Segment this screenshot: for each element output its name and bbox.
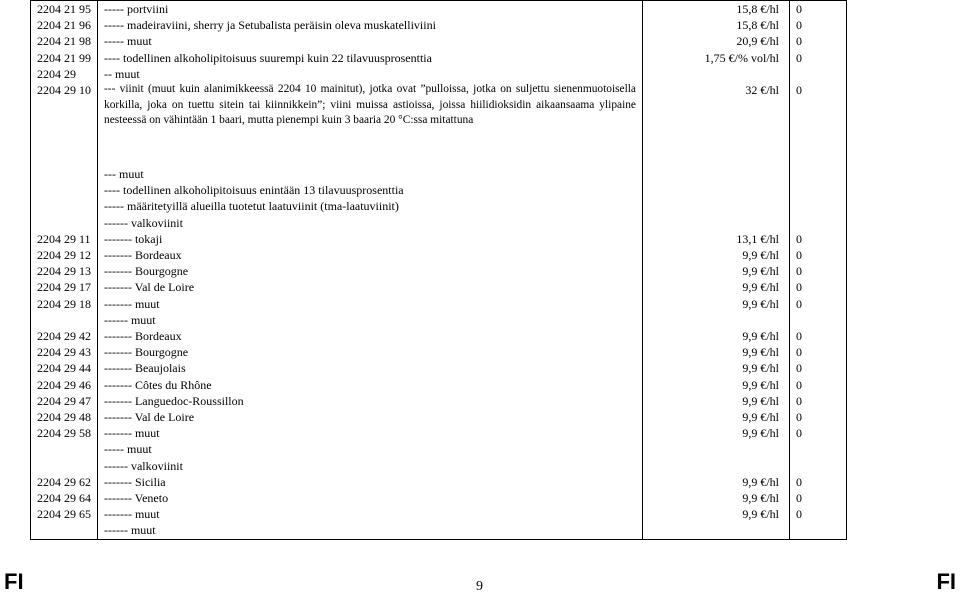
zero-rate-cell	[790, 522, 847, 539]
description-cell: ------- muut	[98, 296, 643, 312]
description-cell: ----- portviini	[98, 1, 643, 18]
table-row	[31, 166, 847, 182]
table-row	[31, 409, 847, 425]
table-row	[31, 263, 847, 279]
code-cell	[31, 182, 98, 198]
duty-rate-cell: 1,75 €/% vol/hl	[643, 50, 790, 66]
table-row	[31, 506, 847, 522]
table-row	[31, 441, 847, 457]
table-row	[31, 328, 847, 344]
page-number: 9	[476, 579, 483, 594]
zero-rate-cell	[790, 458, 847, 474]
duty-rate-cell: 9,9 €/hl	[643, 506, 790, 522]
code-cell: 2204 21 99	[31, 50, 98, 66]
description-cell: ----- muut	[98, 441, 643, 457]
zero-rate-cell: 0	[790, 279, 847, 295]
table-row	[31, 82, 847, 152]
duty-rate-cell: 9,9 €/hl	[643, 344, 790, 360]
description-cell: ------- Sicilia	[98, 474, 643, 490]
table-row	[31, 377, 847, 393]
table-row	[31, 182, 847, 198]
description-cell: ------- Val de Loire	[98, 409, 643, 425]
table-row	[31, 66, 847, 82]
zero-rate-cell: 0	[790, 360, 847, 376]
code-cell: 2204 29 48	[31, 409, 98, 425]
duty-rate-cell	[643, 458, 790, 474]
table-row	[31, 458, 847, 474]
duty-rate-cell	[643, 66, 790, 82]
description-cell: ---- todellinen alkoholipitoisuus suurempi kuin 22 tilavuusprosenttia	[98, 50, 643, 66]
code-cell: 2204 29 10	[31, 82, 98, 152]
description-cell: ------- Val de Loire	[98, 279, 643, 295]
code-cell	[31, 215, 98, 231]
description-cell: ------- muut	[98, 425, 643, 441]
description-cell: ------- Bourgogne	[98, 263, 643, 279]
code-cell: 2204 29 58	[31, 425, 98, 441]
duty-rate-cell	[643, 215, 790, 231]
zero-rate-cell	[790, 215, 847, 231]
code-cell: 2204 29 46	[31, 377, 98, 393]
duty-rate-cell: 9,9 €/hl	[643, 360, 790, 376]
code-cell: 2204 29 47	[31, 393, 98, 409]
zero-rate-cell: 0	[790, 263, 847, 279]
duty-rate-cell	[643, 522, 790, 539]
code-cell	[31, 441, 98, 457]
table-row	[31, 474, 847, 490]
duty-rate-cell: 13,1 €/hl	[643, 231, 790, 247]
description-cell: ------ valkoviinit	[98, 458, 643, 474]
code-cell	[31, 312, 98, 328]
duty-rate-cell: 9,9 €/hl	[643, 377, 790, 393]
description-cell: --- viinit (muut kuin alanimikkeessä 2204 10 mainitut), jotka ovat ”pulloissa, jotka on suljettu sienenmuotoisella korkilla, joka on tuettu sitein tai kiinnikkein”; viini muissa astioissa, joissa hiilidioksidin aikaansaama ylipaine nesteessä on vähintään 1 baari, mutta pienempi kuin 3 baaria 20 °C:ssa mitattuna	[98, 82, 643, 152]
tariff-table	[30, 0, 847, 540]
duty-rate-cell: 9,9 €/hl	[643, 263, 790, 279]
duty-rate-cell: 9,9 €/hl	[643, 409, 790, 425]
table-row	[31, 490, 847, 506]
spacer-cell	[643, 152, 790, 166]
description-cell: ------- Beaujolais	[98, 360, 643, 376]
table-row	[31, 279, 847, 295]
duty-rate-cell: 9,9 €/hl	[643, 296, 790, 312]
table-row	[31, 50, 847, 66]
zero-rate-cell: 0	[790, 328, 847, 344]
table-row	[31, 522, 847, 539]
code-cell: 2204 29 44	[31, 360, 98, 376]
code-cell: 2204 21 98	[31, 33, 98, 49]
zero-rate-cell: 0	[790, 1, 847, 18]
code-cell: 2204 29	[31, 66, 98, 82]
code-cell: 2204 29 13	[31, 263, 98, 279]
duty-rate-cell	[643, 312, 790, 328]
table-row	[31, 296, 847, 312]
description-cell: ------- Bordeaux	[98, 247, 643, 263]
code-cell: 2204 29 17	[31, 279, 98, 295]
zero-rate-cell	[790, 182, 847, 198]
zero-rate-cell: 0	[790, 82, 847, 152]
footer-language-left: FI	[4, 569, 24, 594]
duty-rate-cell: 9,9 €/hl	[643, 425, 790, 441]
description-cell: ------ muut	[98, 522, 643, 539]
description-cell: ------- muut	[98, 506, 643, 522]
zero-rate-cell: 0	[790, 506, 847, 522]
description-cell: ------- tokaji	[98, 231, 643, 247]
code-cell: 2204 29 65	[31, 506, 98, 522]
description-cell: ------- Veneto	[98, 490, 643, 506]
footer-language-right: FI	[936, 569, 956, 594]
zero-rate-cell	[790, 441, 847, 457]
duty-rate-cell	[643, 182, 790, 198]
duty-rate-cell: 15,8 €/hl	[643, 17, 790, 33]
description-cell: ------ valkoviinit	[98, 215, 643, 231]
code-cell	[31, 198, 98, 214]
zero-rate-cell: 0	[790, 393, 847, 409]
table-row	[31, 312, 847, 328]
zero-rate-cell: 0	[790, 490, 847, 506]
code-cell: 2204 29 64	[31, 490, 98, 506]
description-cell: ---- todellinen alkoholipitoisuus enintään 13 tilavuusprosenttia	[98, 182, 643, 198]
description-cell: ----- määritetyillä alueilla tuotetut laatuviinit (tma-laatuviinit)	[98, 198, 643, 214]
code-cell	[31, 458, 98, 474]
zero-rate-cell: 0	[790, 344, 847, 360]
code-cell: 2204 21 95	[31, 1, 98, 18]
code-cell	[31, 166, 98, 182]
zero-rate-cell: 0	[790, 425, 847, 441]
zero-rate-cell: 0	[790, 231, 847, 247]
zero-rate-cell	[790, 66, 847, 82]
zero-rate-cell: 0	[790, 17, 847, 33]
description-cell: ------ muut	[98, 312, 643, 328]
zero-rate-cell: 0	[790, 474, 847, 490]
spacer-cell	[31, 152, 98, 166]
spacer-row	[31, 152, 847, 166]
description-cell: --- muut	[98, 166, 643, 182]
table-row	[31, 1, 847, 18]
duty-rate-cell	[643, 198, 790, 214]
code-cell	[31, 522, 98, 539]
duty-rate-cell: 9,9 €/hl	[643, 247, 790, 263]
zero-rate-cell: 0	[790, 33, 847, 49]
table-row	[31, 215, 847, 231]
table-row	[31, 360, 847, 376]
duty-rate-cell	[643, 441, 790, 457]
zero-rate-cell: 0	[790, 296, 847, 312]
code-cell: 2204 29 11	[31, 231, 98, 247]
code-cell: 2204 21 96	[31, 17, 98, 33]
description-cell: ------- Languedoc-Roussillon	[98, 393, 643, 409]
table-row	[31, 198, 847, 214]
duty-rate-cell: 32 €/hl	[643, 82, 790, 152]
description-cell: ----- madeiraviini, sherry ja Setubalista peräisin oleva muskatelliviini	[98, 17, 643, 33]
duty-rate-cell: 9,9 €/hl	[643, 328, 790, 344]
duty-rate-cell: 9,9 €/hl	[643, 393, 790, 409]
duty-rate-cell: 20,9 €/hl	[643, 33, 790, 49]
description-cell: -- muut	[98, 66, 643, 82]
duty-rate-cell	[643, 166, 790, 182]
description-cell: ------- Côtes du Rhône	[98, 377, 643, 393]
zero-rate-cell: 0	[790, 377, 847, 393]
code-cell: 2204 29 43	[31, 344, 98, 360]
table-row	[31, 344, 847, 360]
duty-rate-cell: 15,8 €/hl	[643, 1, 790, 18]
zero-rate-cell	[790, 166, 847, 182]
table-row	[31, 425, 847, 441]
table-row	[31, 231, 847, 247]
table-row	[31, 17, 847, 33]
duty-rate-cell: 9,9 €/hl	[643, 490, 790, 506]
tariff-table-body	[31, 1, 847, 540]
table-row	[31, 393, 847, 409]
zero-rate-cell: 0	[790, 409, 847, 425]
code-cell: 2204 29 12	[31, 247, 98, 263]
spacer-cell	[790, 152, 847, 166]
zero-rate-cell: 0	[790, 50, 847, 66]
zero-rate-cell	[790, 198, 847, 214]
duty-rate-cell: 9,9 €/hl	[643, 474, 790, 490]
zero-rate-cell	[790, 312, 847, 328]
table-row	[31, 33, 847, 49]
duty-rate-cell: 9,9 €/hl	[643, 279, 790, 295]
description-cell: ------- Bordeaux	[98, 328, 643, 344]
spacer-cell	[98, 152, 643, 166]
description-cell: ------- Bourgogne	[98, 344, 643, 360]
zero-rate-cell: 0	[790, 247, 847, 263]
code-cell: 2204 29 62	[31, 474, 98, 490]
description-cell: ----- muut	[98, 33, 643, 49]
table-row	[31, 247, 847, 263]
code-cell: 2204 29 18	[31, 296, 98, 312]
code-cell: 2204 29 42	[31, 328, 98, 344]
